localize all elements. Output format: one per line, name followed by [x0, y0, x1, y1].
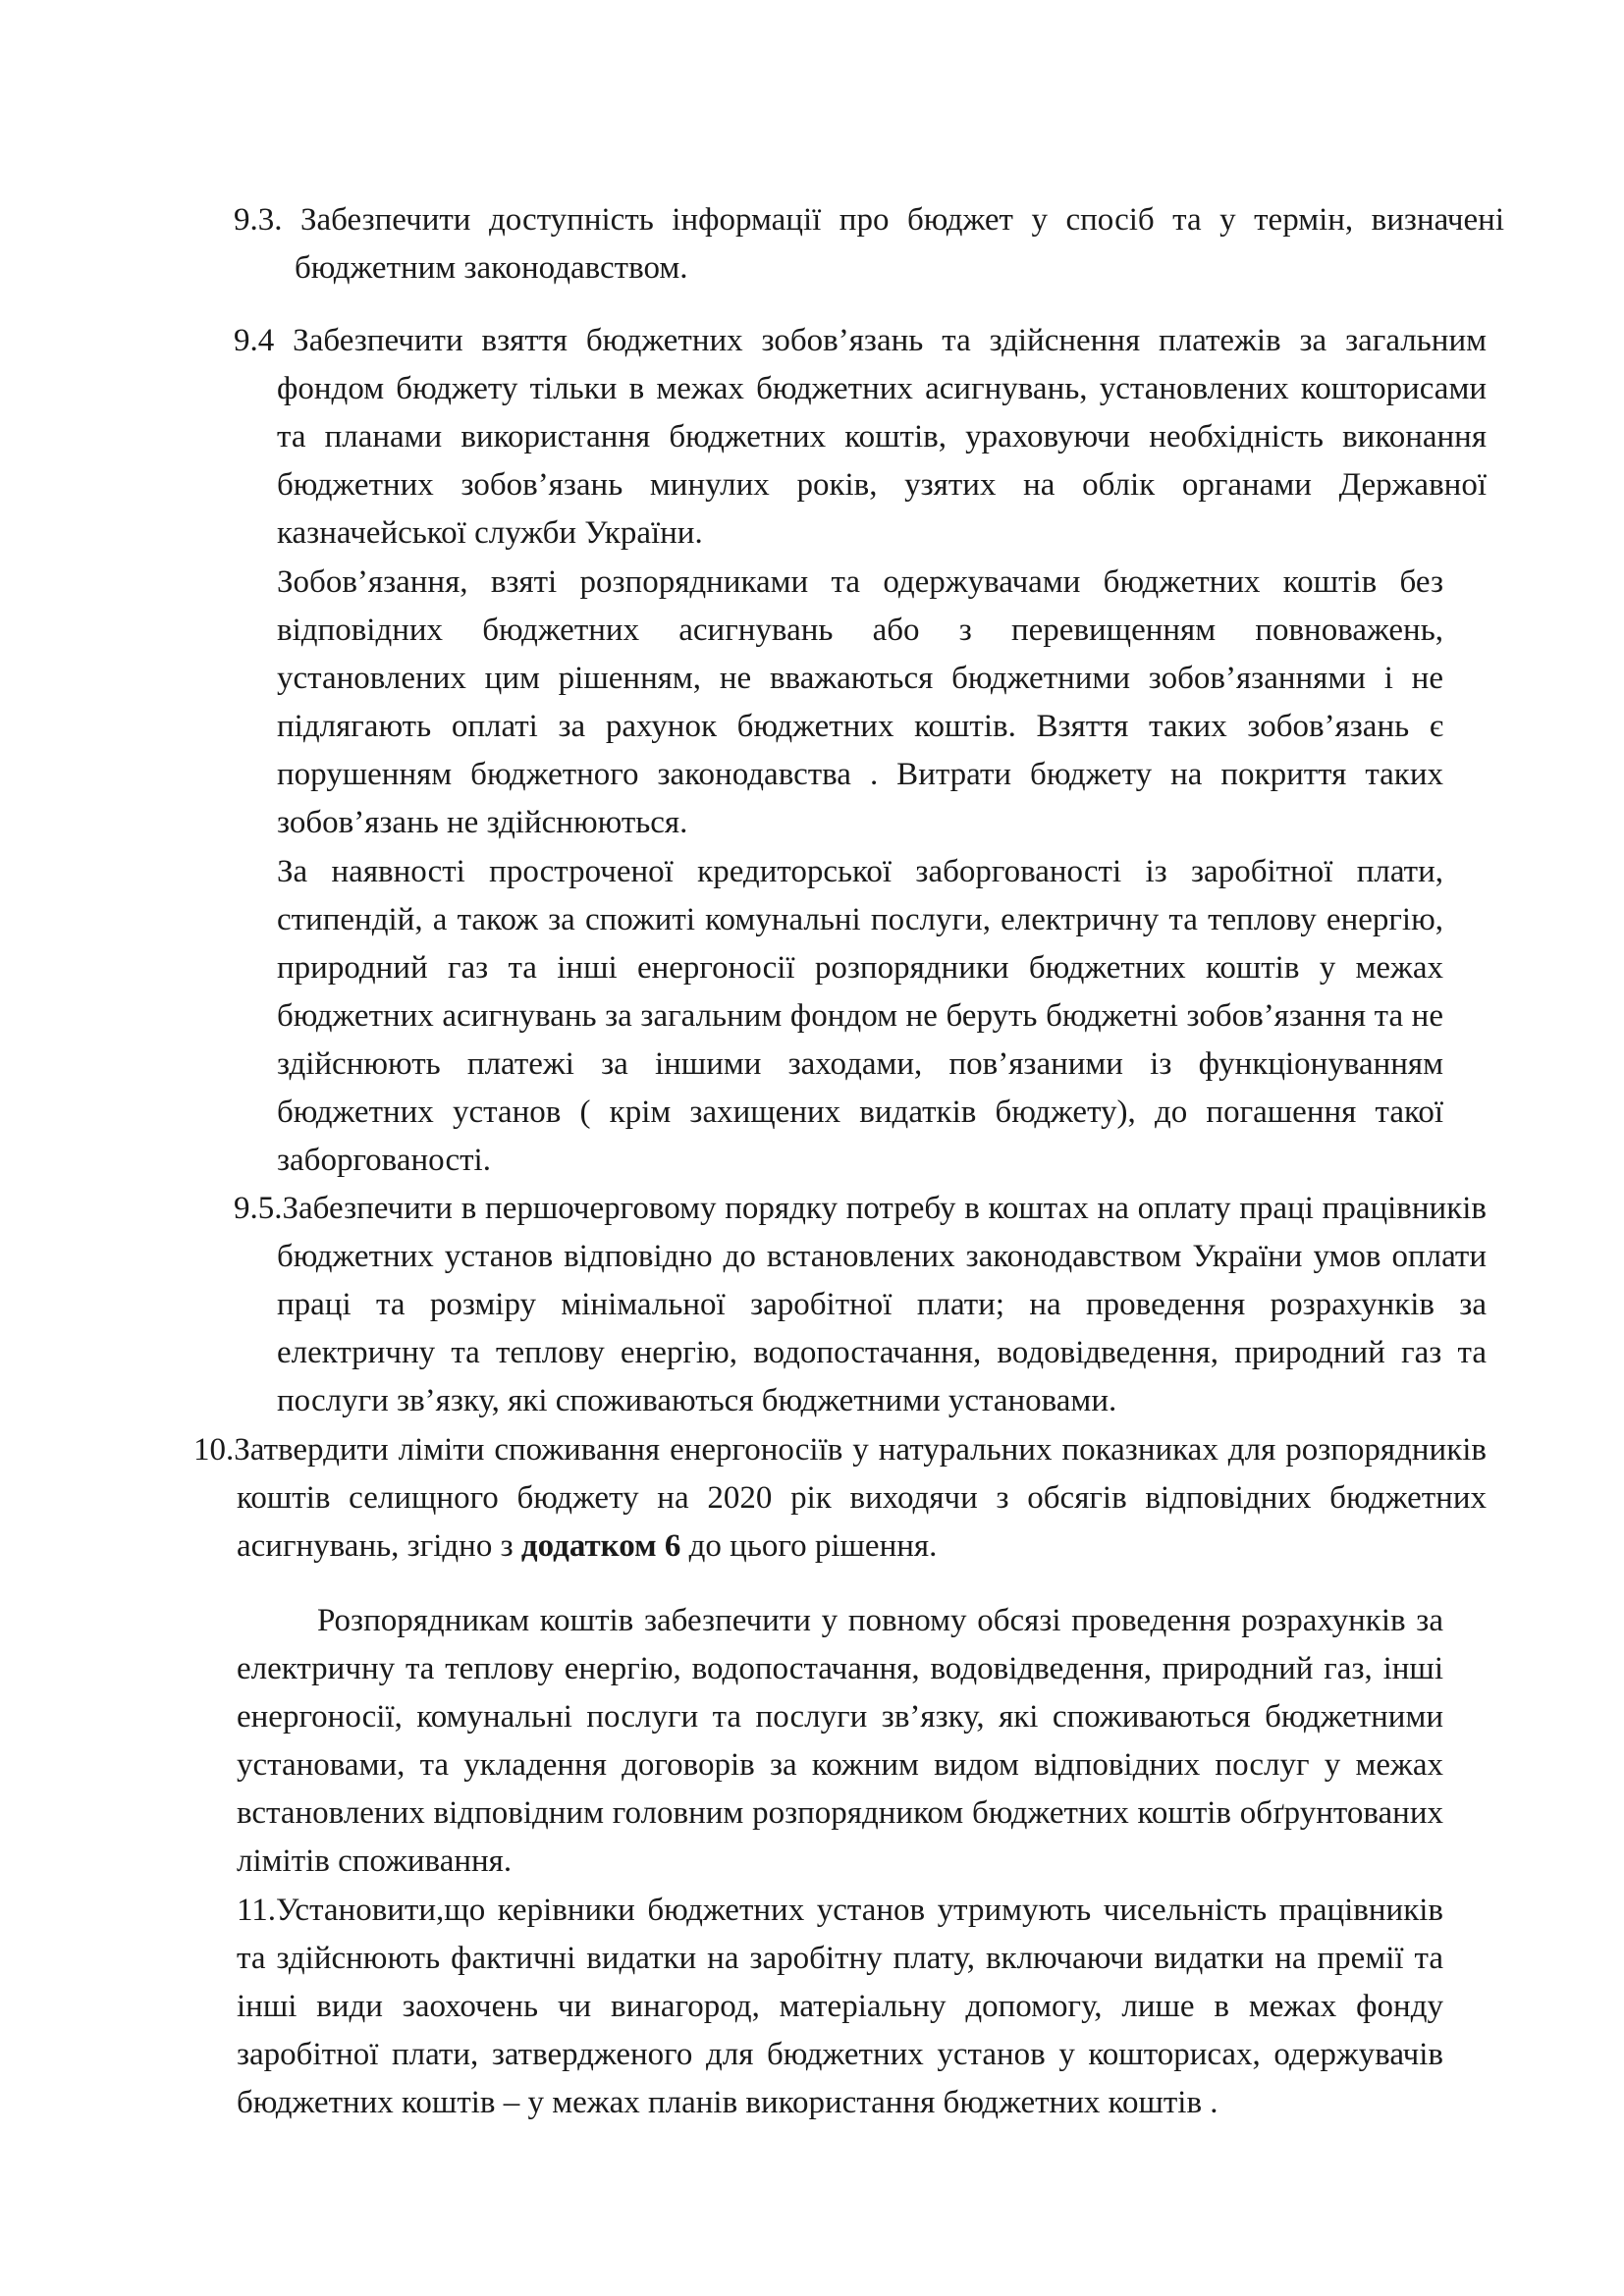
paragraph-10-limits-text: Розпорядникам коштів забезпечити у повному обсязі проведення розрахунків за електричну та теплову енергію, водопостачання, водовідведення, природний газ, інші енергоносії, комунальні послуги та послуги зв’язку, які споживаються бюджетними установами, та укладення договорів за кожним видом відповідних послуг у межах встановлених відповідним головним розпорядником бюджетних коштів обґрунтованих лімітів споживання.: [237, 1603, 1443, 1879]
paragraph-10-text: 10.Затвердити ліміти споживання енергоносіїв у натуральних показниках для розпорядників коштів селищного бюджету на 2020 рік виходячи з обсягів відповідних бюджетних асигнувань, згідно з: [193, 1432, 1487, 1564]
paragraph-9-4-arrears: [277, 848, 1443, 1185]
paragraph-9-4: [234, 317, 1487, 558]
paragraph-10: [193, 1426, 1487, 1571]
paragraph-9-3: [234, 196, 1504, 293]
paragraph-9-4-arrears-text: За наявності простроченої кредиторської заборгованості із заробітної плати, стипендій, а також за спожиті комунальні послуги, електричну та теплову енергію, природний газ та інші енергоносії розпорядники бюджетних коштів у межах бюджетних асигнувань за загальним фондом не беруть бюджетні зобов’язання та не здійснюють платежі за іншими заходами, пов’язаними із функціонуванням бюджетних установ ( крім захищених видатків бюджету), до погашення такої заборгованості.: [277, 854, 1443, 1178]
paragraph-9-5-text: 9.5.Забезпечити в першочерговому порядку потребу в коштах на оплату праці працівників бюджетних установ відповідно до встановлених законодавством України умов оплати праці та розміру мінімальної заробітної плати; на проведення розрахунків за електричну та теплову енергію, водопостачання, водовідведення, природний газ та послуги зв’язку, які споживаються бюджетними установами.: [234, 1191, 1487, 1418]
paragraph-10-limits: [237, 1597, 1443, 1886]
paragraph-10-annex-ref: додатком 6: [520, 1528, 681, 1564]
paragraph-10-text-end: до цього рішення.: [680, 1528, 938, 1564]
paragraph-9-3-text: 9.3. Забезпечити доступність інформації про бюджет у спосіб та у термін, визначені бюджетним законодавством.: [234, 202, 1504, 286]
paragraph-11-text: 11.Установити,що керівники бюджетних установ утримують чисельність працівників та здійснюють фактичні видатки на заробітну плату, включаючи видатки на премії та інші види заохочень чи винагород, матеріальну допомогу, лише в межах фонду заробітної плати, затвердженого для бюджетних установ у кошторисах, одержувачів бюджетних коштів – у межах планів використання бюджетних коштів .: [237, 1893, 1443, 2120]
paragraph-9-5: [234, 1185, 1487, 1425]
paragraph-9-4-obligations: [277, 559, 1443, 847]
paragraph-9-4-text: 9.4 Забезпечити взяття бюджетних зобов’язань та здійснення платежів за загальним фондом бюджету тільки в межах бюджетних асигнувань, установлених кошторисами та планами використання бюджетних коштів, ураховуючи необхідність виконання бюджетних зобов’язань минулих років, узятих на облік органами Державної казначейської служби України.: [234, 323, 1487, 551]
paragraph-9-4-obligations-text: Зобов’язання, взяті розпорядниками та одержувачами бюджетних коштів без відповідних бюджетних асигнувань або з перевищенням повноважень, установлених цим рішенням, не вважаються бюджетними зобов’язаннями і не підлягають оплаті за рахунок бюджетних коштів. Взяття таких зобов’язань є порушенням бюджетного законодавства . Витрати бюджету на покриття таких зобов’язань не здійснюються.: [277, 564, 1443, 840]
paragraph-11: [237, 1887, 1443, 2127]
